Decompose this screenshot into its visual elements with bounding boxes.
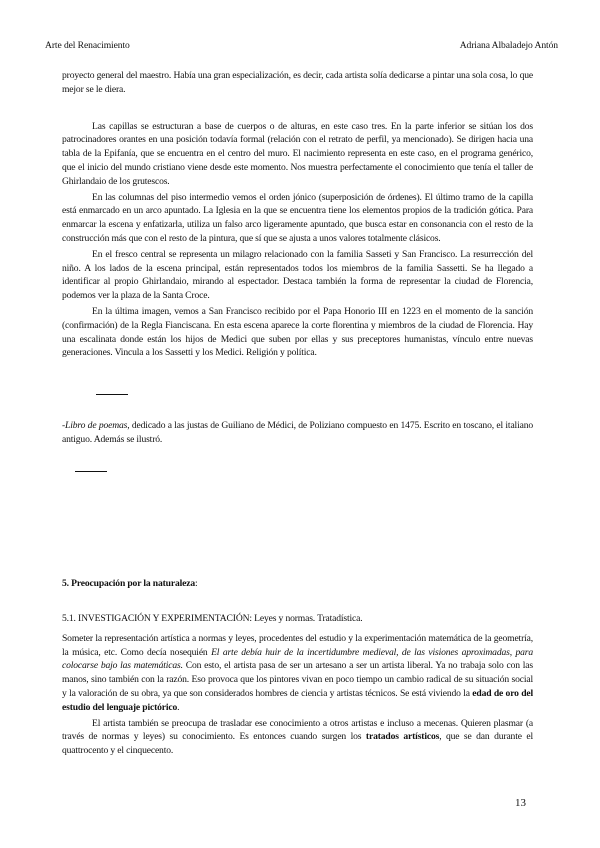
quote-italic: El arte debía huir de la incertidumbre medieval, de las visiones aproximadas, para colocarse bajo las matemáticas.: [62, 646, 533, 672]
paragraph-capillas: Las capillas se estructuran a base de cuerpos o de alturas, en este caso tres. En la parte inferior se sitúan los dos patrocinadores orantes en una posición todavía formal (relación con el retrato de perfil, ya mencionado). Se dirigen hacia una tabla de la Epifanía, que se encuentra en el centro del muro. El nacimiento representa en este caso, en el programa genérico, que el inicio del mundo cristiano viene desde este momento. Nos muestra perfectamente el conocimiento que tenía el taller de Ghirlandaio de los grutescos.: [62, 120, 533, 187]
paragraph-normas: Someter la representación artística a normas y leyes, procedentes del estudio y la experimentación matemática de la geometría, la música, etc. Como decía nosequién El arte debía huir de la incertidumbre medieval, de las visiones aproximadas, para colocarse bajo las matemáticas. Con esto, el artista pasa de ser un artesano a ser un artista liberal. Ya no trabaja solo con las manos, sino también con la razón. Eso provoca que los pintores vivan en poco tiempo un cambio radical de su situación social y la valoración de su obra, ya que son considerados hombres de ciencia y artistas técnicos. Se está viviendo la edad de oro del estudio del lenguaje pictórico.: [62, 632, 534, 713]
body-text-block: [62, 69, 533, 472]
bold-phrase-tratados: tratados artísticos: [365, 731, 440, 743]
note-paragraph: [62, 419, 533, 447]
section-heading: [62, 578, 198, 589]
bold-phrase-edad-de-oro: edad de oro del estudio del lenguaje pictórico: [62, 687, 534, 713]
section-heading-colon: :: [195, 578, 198, 589]
header-author: Adriana Albaladejo Antón: [459, 40, 558, 51]
subsection-heading: 5.1. INVESTIGACIÓN Y EXPERIMENTACIÓN: Leyes y normas. Tratadística.: [62, 613, 363, 624]
paragraph-columnas: En las columnas del piso intermedio vemos el orden jónico (superposición de órdenes). El último tramo de la capilla está enmarcado en un arco apuntado. La Iglesia en la que se encuentra tiene los elementos propios de la tradición gótica. Para enmarcar la escena y enfatizarla, utiliza un falso arco ligeramente apuntado, que busca estar en consonancia con el resto de la construcción más que con el resto de la pintura, que sí que se ajusta a unos valores totalmente clásicos.: [62, 191, 533, 244]
note-text: , dedicado a las justas de Guiliano de Médici, de Poliziano compuesto en 1475. Escrito en toscano, el italiano antiguo. Además se ilustró.: [62, 420, 533, 445]
header-course-title: Arte del Renacimiento: [45, 40, 130, 51]
note-title: -Libro de poemas: [62, 420, 128, 432]
paragraph-continuation: proyecto general del maestro. Había una gran especialización, es decir, cada artista solía dedicarse a pintar una sola cosa, lo que mejor se le diera.: [62, 70, 533, 95]
page-header: [45, 40, 558, 51]
paragraph-tratados: El artista también se preocupa de trasladar ese conocimiento a otros artistas e incluso a mecenas. Quieren plasmar (a través de normas y leyes) su conocimiento. Es entonces cuando surgen los tratados artísticos, que se dan durante el quattrocento y el cinquecento.: [62, 717, 533, 757]
section-body: [62, 612, 533, 758]
separator-rule-2: [75, 471, 107, 472]
paragraph-ultima-imagen: En la última imagen, vemos a San Francisco recibido por el Papa Honorio III en 1223 en el momento de la sanción (confirmación) de la Regla Fianciscana. En esta escena aparece la corte florentina y miembros de la ciudad de Florencia. Hay una escalinata donde están los hijos de Medici que suben por ellas y sus preceptores humanistas, vínculo entre nuevas generaciones. Vincula a los Sassetti y los Medici. Religión y política.: [62, 305, 533, 359]
paragraph-fresco-central: En el fresco central se representa un milagro relacionado con la familia Sasseti y San Francisco. La resurrección del niño. A los lados de la escena principal, están representados todos los miembros de la familia Sassetti. Se ha llegado a identificar al propio Ghirlandaio, mirando al espectador. Destaca también la forma de representar la ciudad de Florencia, podemos ver la plaza de la Santa Croce.: [62, 248, 533, 302]
section-heading-text: 5. Preocupación por la naturaleza: [62, 578, 195, 589]
page-number: 13: [515, 797, 526, 809]
